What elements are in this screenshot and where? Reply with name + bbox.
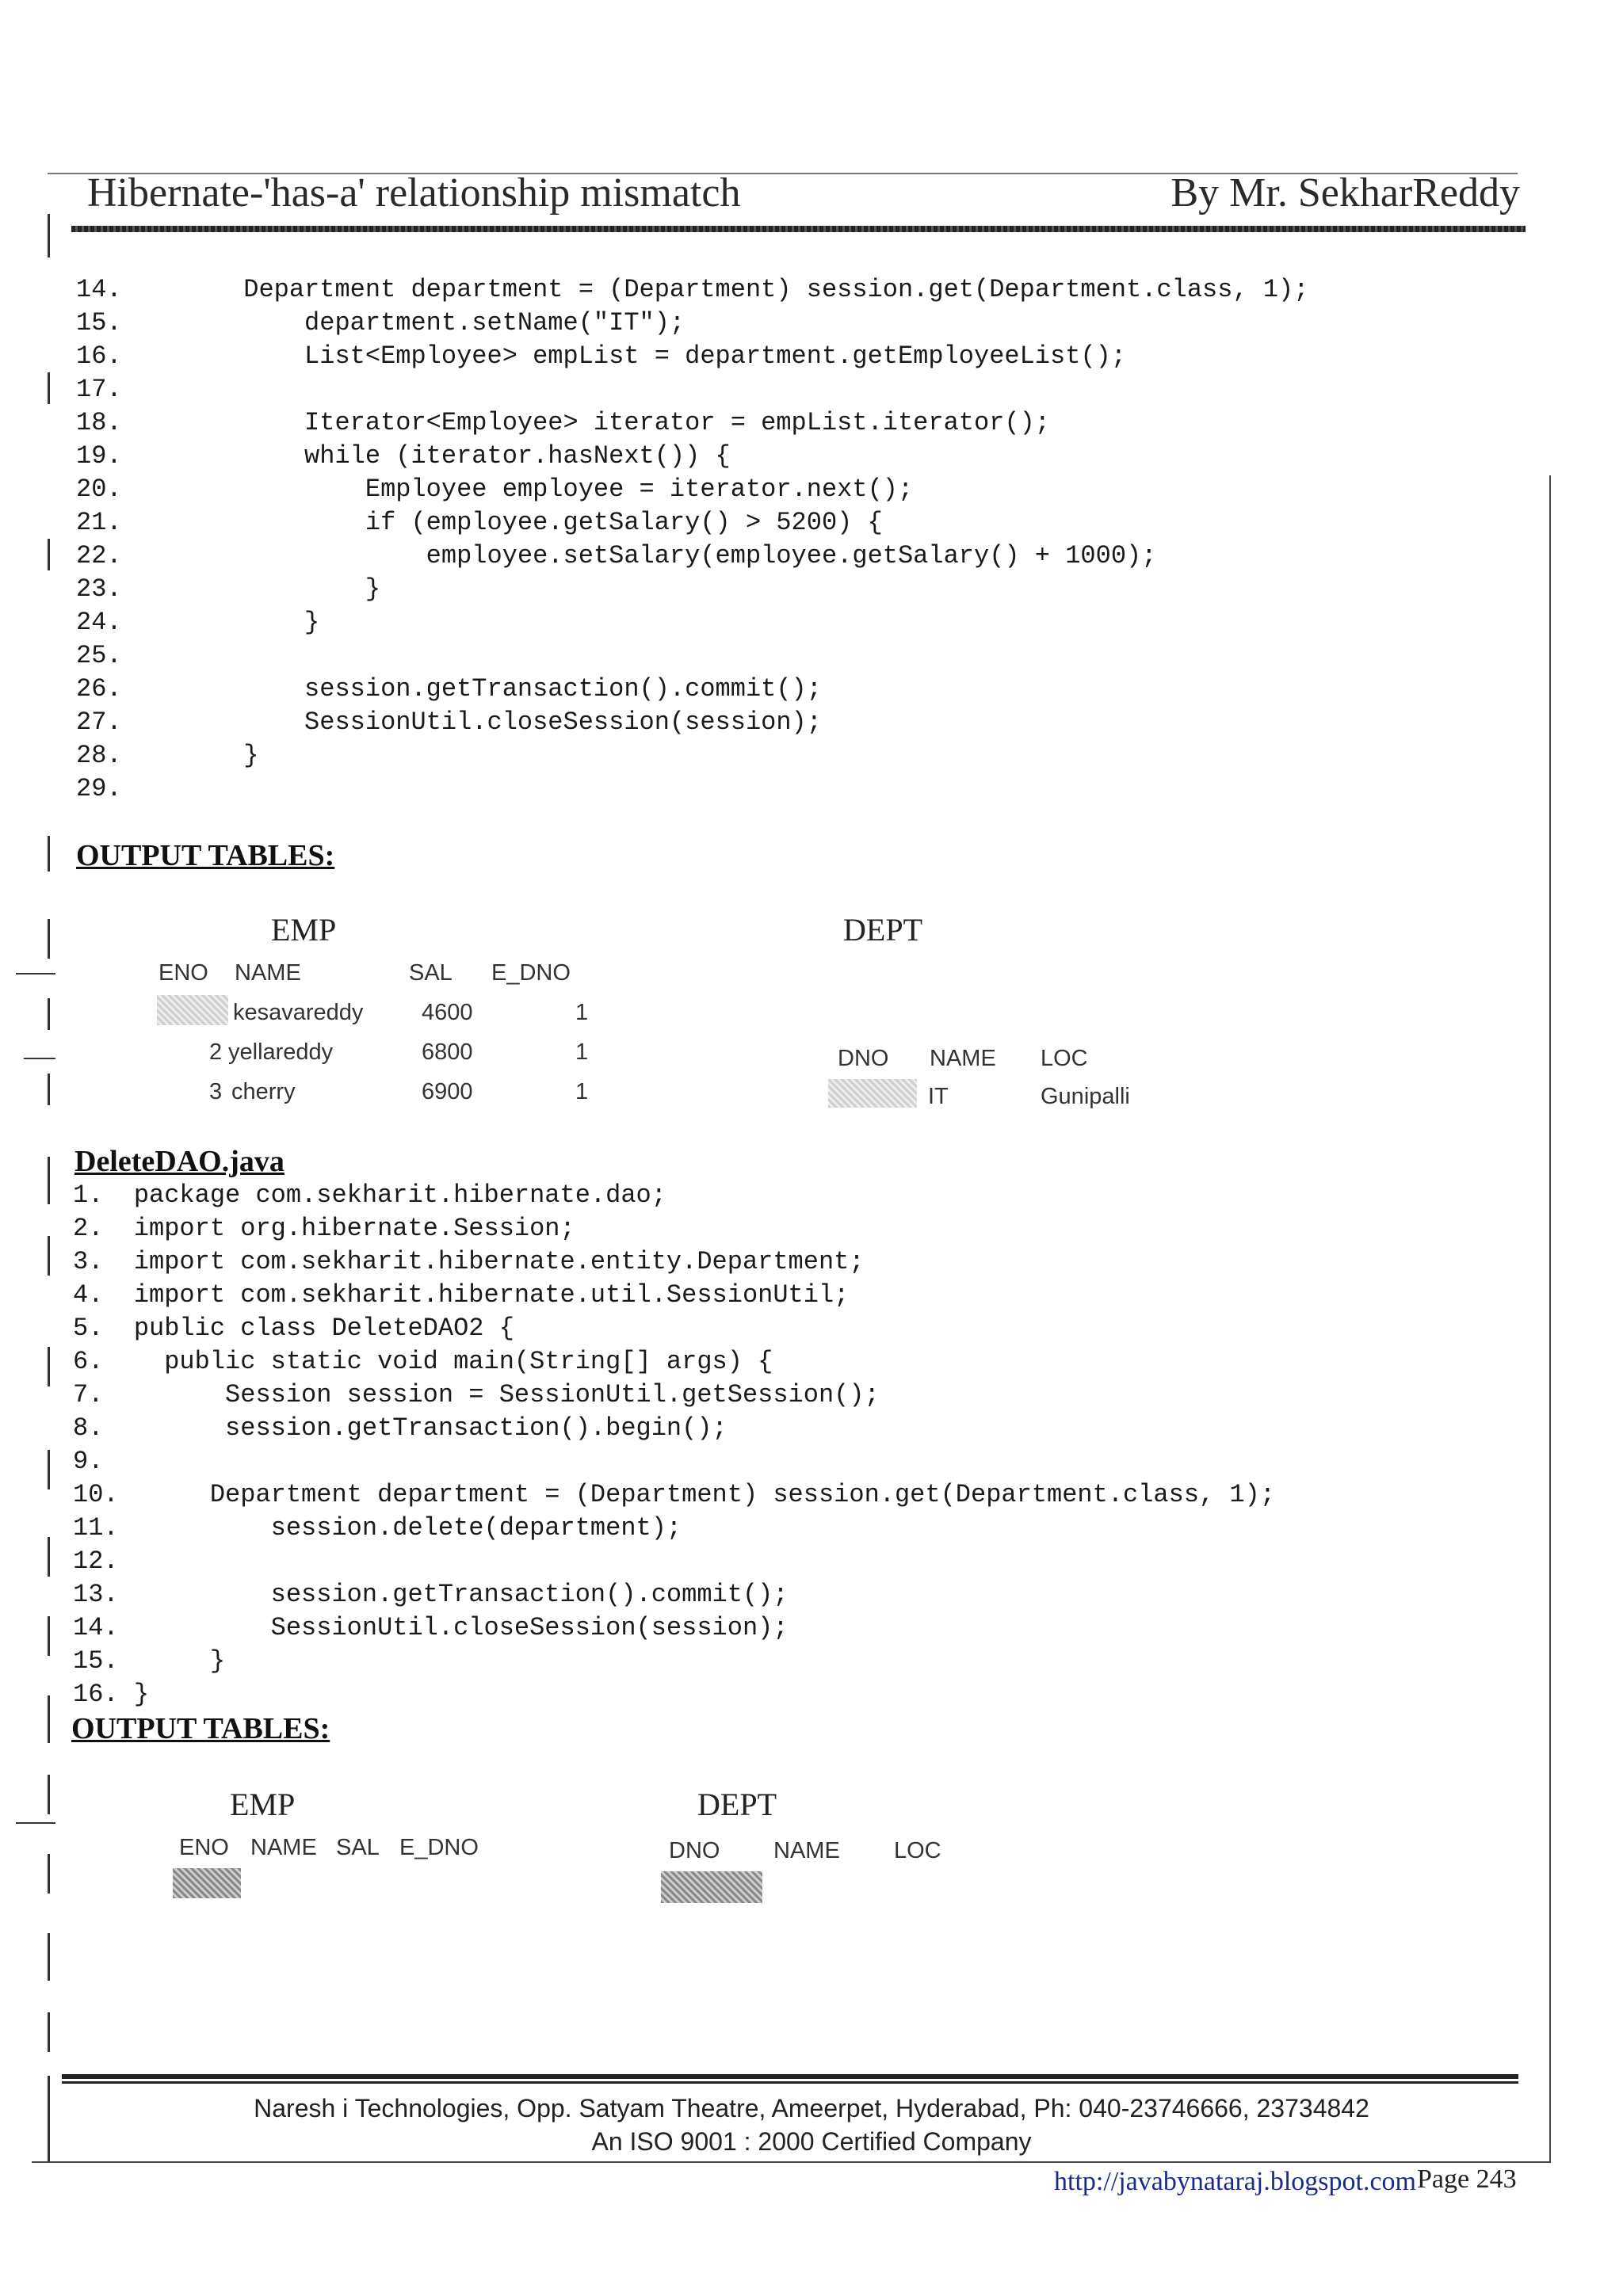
margin-tick xyxy=(16,1822,55,1824)
code-text: session.getTransaction().commit(); xyxy=(270,1580,789,1609)
code-text: } xyxy=(133,1680,150,1709)
output-tables-heading-2: OUTPUT TABLES: xyxy=(71,1712,330,1745)
margin-mark xyxy=(48,1616,50,1656)
margin-mark xyxy=(48,1074,50,1105)
margin-mark xyxy=(48,214,50,257)
right-edge-line xyxy=(1549,475,1551,2163)
line-number: 10. xyxy=(73,1480,119,1509)
line-number: 4. xyxy=(73,1280,104,1310)
line-number: 19. xyxy=(76,441,122,471)
code-line xyxy=(76,606,1308,639)
emp-table-title-2: EMP xyxy=(230,1787,296,1822)
dept-header-name: NAME xyxy=(930,1046,996,1071)
code-listing-continued xyxy=(76,273,1308,806)
code-line xyxy=(76,406,1308,440)
code-text: if (employee.getSalary() > 5200) { xyxy=(365,508,883,537)
smudge-mark xyxy=(173,1868,241,1898)
code-text: Iterator<Employee> iterator = empList.iterator(); xyxy=(304,408,1050,437)
code-text: package com.sekharit.hibernate.dao; xyxy=(133,1180,666,1210)
code-line xyxy=(73,1545,1275,1578)
margin-mark xyxy=(48,1157,50,1204)
line-number: 21. xyxy=(76,508,122,537)
page-header-title: Hibernate-'has-a' relationship mismatch xyxy=(87,170,741,215)
line-number: 16. xyxy=(73,1680,119,1709)
margin-mark xyxy=(48,1775,50,1814)
emp-row3-dno: 1 xyxy=(575,1079,589,1104)
code-text: } xyxy=(243,741,259,770)
page-header-author: By Mr. SekharReddy xyxy=(1170,170,1520,215)
code-line xyxy=(73,1312,1275,1345)
line-number: 26. xyxy=(76,674,122,704)
code-line xyxy=(73,1678,1275,1711)
code-line xyxy=(73,1611,1275,1645)
line-number: 2. xyxy=(73,1214,104,1243)
code-line xyxy=(76,540,1308,573)
code-text: import com.sekharit.hibernate.util.SessionUtil; xyxy=(133,1280,850,1310)
page-number: Page 243 xyxy=(1417,2164,1517,2194)
code-line xyxy=(73,1279,1275,1312)
emp-row1-sal: 4600 xyxy=(422,1000,473,1025)
dept-row1-name: IT xyxy=(928,1084,949,1109)
code-line xyxy=(73,1179,1275,1212)
code-text: department.setName("IT"); xyxy=(304,308,685,338)
margin-mark xyxy=(48,1450,50,1489)
margin-mark xyxy=(48,1695,50,1743)
line-number: 24. xyxy=(76,608,122,637)
code-line xyxy=(76,772,1308,806)
emp-row1-name: kesavareddy xyxy=(233,1000,364,1025)
line-number: 16. xyxy=(76,341,122,371)
code-line xyxy=(73,1445,1275,1478)
smudge-mark xyxy=(828,1079,917,1108)
output-tables-heading: OUTPUT TABLES: xyxy=(76,839,335,872)
code-line xyxy=(76,340,1308,373)
code-text: Session session = SessionUtil.getSession(); xyxy=(225,1380,880,1409)
emp2-header-name: NAME xyxy=(250,1835,317,1860)
code-text: } xyxy=(304,608,320,637)
code-line xyxy=(76,506,1308,540)
code-line xyxy=(73,1245,1275,1279)
code-line xyxy=(73,1512,1275,1545)
code-line xyxy=(73,1578,1275,1611)
dept-header-dno: DNO xyxy=(838,1046,889,1071)
footer-bottom-rule xyxy=(32,2161,1550,2163)
emp-row1-dno: 1 xyxy=(575,1000,589,1025)
dept-row1-loc: Gunipalli xyxy=(1041,1084,1130,1109)
margin-mark xyxy=(48,372,50,404)
margin-mark xyxy=(48,1347,50,1386)
code-text: session.getTransaction().commit(); xyxy=(304,674,822,704)
listing-filename: DeleteDAO.java xyxy=(74,1145,285,1178)
line-number: 17. xyxy=(76,375,122,404)
emp-row2-dno: 1 xyxy=(575,1039,589,1065)
code-line xyxy=(76,573,1308,606)
emp-table-2 xyxy=(168,1833,533,1905)
code-text: SessionUtil.closeSession(session); xyxy=(270,1613,789,1642)
line-number: 18. xyxy=(76,408,122,437)
line-number: 5. xyxy=(73,1314,104,1343)
blog-url-link[interactable]: http://javabynataraj.blogspot.com xyxy=(1054,2167,1417,2196)
code-text: Department department = (Department) session.get(Department.class, 1); xyxy=(209,1480,1276,1509)
code-line xyxy=(73,1212,1275,1245)
code-line xyxy=(73,1412,1275,1445)
margin-mark xyxy=(48,1854,50,1894)
dept-table xyxy=(828,1044,1193,1116)
code-text: public class DeleteDAO2 { xyxy=(133,1314,514,1343)
dept-table-title: DEPT xyxy=(843,912,922,948)
dept-table-2 xyxy=(655,1836,987,1908)
margin-mark xyxy=(48,998,50,1030)
line-number: 11. xyxy=(73,1513,119,1543)
line-number: 14. xyxy=(76,275,122,304)
emp-row3-name: cherry xyxy=(231,1079,296,1104)
smudge-mark xyxy=(661,1871,762,1903)
code-line xyxy=(76,440,1308,473)
emp-header-eno: ENO xyxy=(158,960,208,986)
line-number: 27. xyxy=(76,707,122,737)
code-line xyxy=(76,673,1308,706)
code-line xyxy=(76,706,1308,739)
code-line xyxy=(76,373,1308,406)
dept2-header-loc: LOC xyxy=(894,1838,941,1863)
emp2-header-sal: SAL xyxy=(336,1835,380,1860)
emp-header-sal: SAL xyxy=(409,960,453,986)
code-listing-deletedao xyxy=(73,1179,1275,1711)
line-number: 28. xyxy=(76,741,122,770)
header-bottom-rule xyxy=(71,226,1526,232)
line-number: 15. xyxy=(73,1646,119,1676)
code-text: SessionUtil.closeSession(session); xyxy=(304,707,822,737)
dept-header-loc: LOC xyxy=(1041,1046,1088,1071)
line-number: 9. xyxy=(73,1447,104,1476)
emp-header-e-dno: E_DNO xyxy=(491,960,571,986)
line-number: 1. xyxy=(73,1180,104,1210)
code-line xyxy=(73,1345,1275,1379)
code-text: while (iterator.hasNext()) { xyxy=(304,441,731,471)
line-number: 23. xyxy=(76,574,122,604)
code-line xyxy=(76,639,1308,673)
emp-row3-sal: 6900 xyxy=(422,1079,473,1104)
footer-rule xyxy=(62,2074,1518,2084)
smudge-mark xyxy=(157,995,228,1025)
code-line xyxy=(76,739,1308,772)
margin-mark xyxy=(48,1933,50,1981)
emp-table-title: EMP xyxy=(271,912,337,948)
dept2-header-name: NAME xyxy=(773,1838,840,1863)
line-number: 20. xyxy=(76,475,122,504)
emp-header-name: NAME xyxy=(235,960,301,986)
code-text: Department department = (Department) session.get(Department.class, 1); xyxy=(243,275,1309,304)
code-line xyxy=(73,1645,1275,1678)
code-line xyxy=(76,307,1308,340)
line-number: 8. xyxy=(73,1413,104,1443)
emp-row2-sal: 6800 xyxy=(422,1039,473,1065)
code-text: List<Employee> empList = department.getEmployeeList(); xyxy=(304,341,1127,371)
dept2-header-dno: DNO xyxy=(669,1838,720,1863)
emp-row3-eno: 3 xyxy=(209,1079,223,1104)
code-text: session.delete(department); xyxy=(270,1513,682,1543)
footer-iso: An ISO 9001 : 2000 Certified Company xyxy=(591,2127,1032,2156)
line-number: 12. xyxy=(73,1547,119,1576)
margin-mark xyxy=(48,539,50,570)
code-line xyxy=(76,473,1308,506)
code-line xyxy=(73,1478,1275,1512)
emp2-header-e-dno: E_DNO xyxy=(399,1835,479,1860)
margin-mark xyxy=(48,1537,50,1577)
code-text: import com.sekharit.hibernate.entity.Department; xyxy=(133,1247,865,1276)
line-number: 7. xyxy=(73,1380,104,1409)
margin-mark xyxy=(48,919,50,959)
code-line xyxy=(73,1379,1275,1412)
line-number: 13. xyxy=(73,1580,119,1609)
footer-address: Naresh i Technologies, Opp. Satyam Theatre, Ameerpet, Hyderabad, Ph: 040-23746666, 23734842 xyxy=(254,2094,1369,2122)
line-number: 3. xyxy=(73,1247,104,1276)
line-number: 25. xyxy=(76,641,122,670)
code-text: import org.hibernate.Session; xyxy=(133,1214,575,1243)
dept-table-title-2: DEPT xyxy=(697,1787,777,1822)
emp-row2-eno: 2 xyxy=(209,1039,223,1065)
line-number: 15. xyxy=(76,308,122,338)
line-number: 22. xyxy=(76,541,122,570)
line-number: 14. xyxy=(73,1613,119,1642)
emp-table xyxy=(157,959,601,1109)
line-number: 6. xyxy=(73,1347,104,1376)
code-line xyxy=(76,273,1308,307)
margin-mark xyxy=(48,1236,50,1276)
margin-mark xyxy=(48,836,50,871)
line-number: 29. xyxy=(76,774,122,803)
emp-row2-name: yellareddy xyxy=(228,1039,334,1065)
code-text: } xyxy=(209,1646,226,1676)
code-text: Employee employee = iterator.next(); xyxy=(365,475,914,504)
emp2-header-eno: ENO xyxy=(179,1835,229,1860)
margin-tick xyxy=(24,1058,55,1059)
margin-tick xyxy=(16,973,55,974)
code-text: employee.setSalary(employee.getSalary() + 1000); xyxy=(426,541,1157,570)
margin-mark xyxy=(48,2012,50,2052)
code-text: public static void main(String[] args) { xyxy=(164,1347,773,1376)
code-text: } xyxy=(365,574,381,604)
code-text: session.getTransaction().begin(); xyxy=(225,1413,727,1443)
